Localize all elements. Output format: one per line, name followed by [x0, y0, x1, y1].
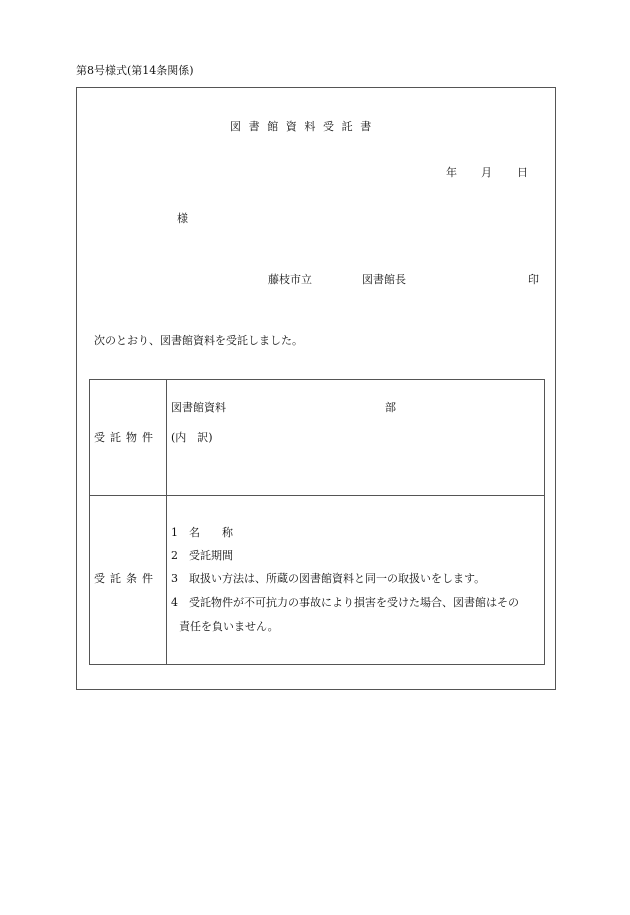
condition-1-number: 1: [171, 526, 178, 539]
details-table: [89, 379, 545, 665]
table-divider-vertical: [166, 380, 167, 664]
document-title: 図書館資料受託書: [230, 120, 379, 133]
condition-1: [171, 527, 233, 538]
items-unit: 部: [385, 401, 396, 414]
statement: 次のとおり、図書館資料を受託しました。: [94, 334, 303, 347]
row-label-conditions: 受託条件: [94, 572, 158, 585]
addressee-suffix: 様: [177, 212, 188, 225]
date-month: 月: [481, 166, 492, 179]
date-day: 日: [517, 166, 528, 179]
condition-4-number: 4: [171, 596, 178, 609]
condition-3-text: 取扱い方法は、所蔵の図書館資料と同一の取扱いをします。: [189, 572, 486, 585]
condition-4-text: 受託物件が不可抗力の事故により損害を受けた場合、図書館はその: [189, 596, 519, 609]
form-number: 第8号様式(第14条関係): [76, 64, 194, 77]
condition-4: [171, 597, 519, 608]
condition-4-continuation: 責任を負いません。: [179, 620, 279, 633]
date-year: 年: [446, 166, 457, 179]
issuer-org: 藤枝市立: [268, 273, 312, 286]
issuer-title: 図書館長: [362, 273, 406, 286]
condition-1-text: 名 称: [189, 526, 233, 539]
items-library-materials: 図書館資料: [171, 401, 226, 414]
condition-2-text: 受託期間: [189, 549, 233, 562]
row-label-items: 受託物件: [94, 431, 158, 444]
seal-mark: 印: [528, 273, 539, 286]
items-breakdown: (内 訳): [171, 431, 213, 444]
table-divider-horizontal: [90, 495, 544, 496]
condition-3-number: 3: [171, 572, 178, 585]
condition-2-number: 2: [171, 549, 178, 562]
condition-3: [171, 573, 485, 584]
condition-2: [171, 550, 233, 561]
